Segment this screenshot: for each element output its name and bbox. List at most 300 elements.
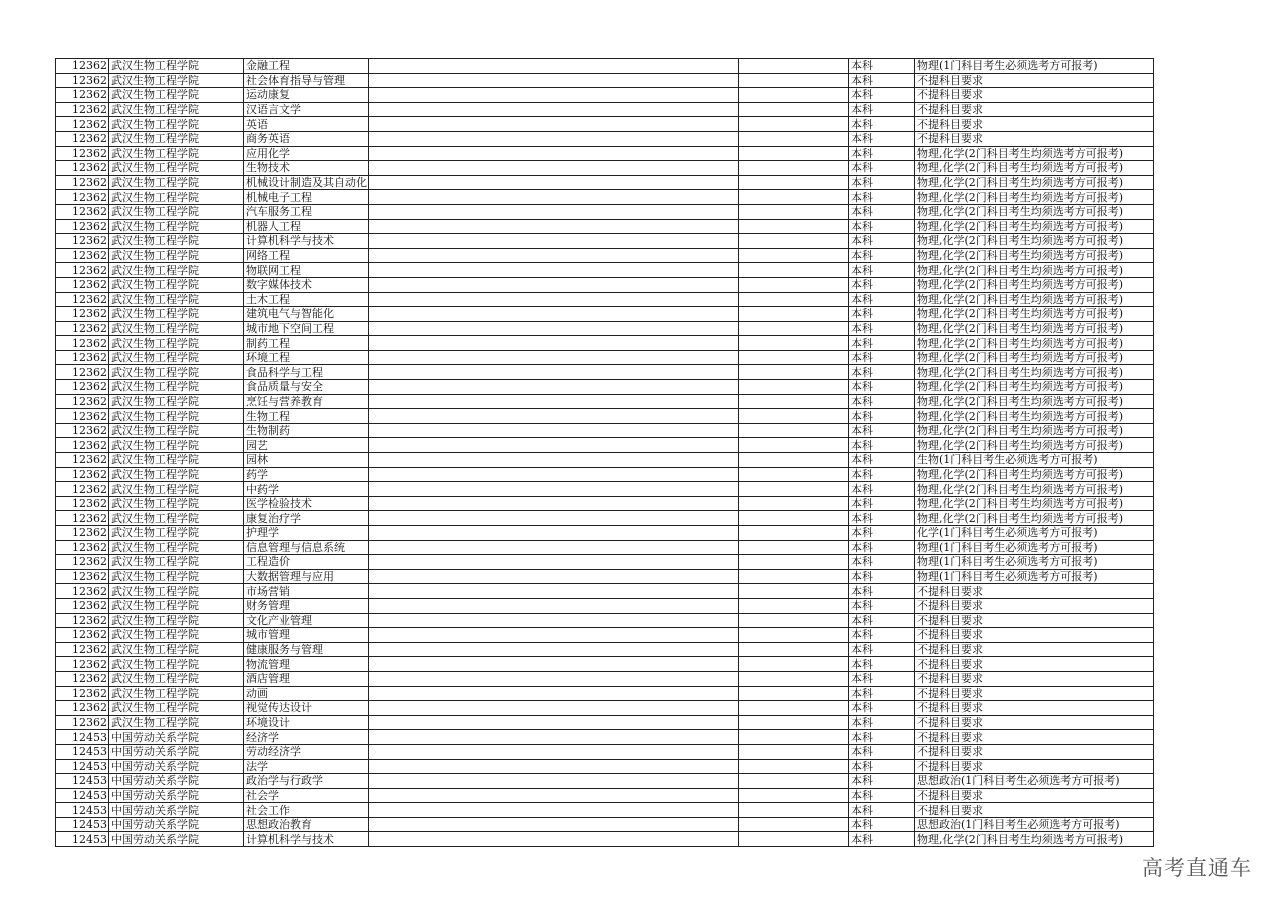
major-name-cell: 食品科学与工程 xyxy=(244,365,369,380)
requirement-cell: 不提科目要求 xyxy=(915,613,1154,628)
major-name-cell: 生物技术 xyxy=(244,161,369,176)
level-cell: 本科 xyxy=(849,642,915,657)
blank-cell-2 xyxy=(739,350,849,365)
school-name-cell: 武汉生物工程学院 xyxy=(109,117,244,132)
school-name-cell: 武汉生物工程学院 xyxy=(109,394,244,409)
level-cell: 本科 xyxy=(849,657,915,672)
level-cell: 本科 xyxy=(849,59,915,74)
school-code-cell: 12362 xyxy=(56,234,109,249)
blank-cell-2 xyxy=(739,598,849,613)
major-name-cell: 机械设计制造及其自动化 xyxy=(244,175,369,190)
blank-cell xyxy=(369,628,739,643)
level-cell: 本科 xyxy=(849,467,915,482)
table-row xyxy=(56,394,1154,409)
table-row xyxy=(56,102,1154,117)
school-name-cell: 武汉生物工程学院 xyxy=(109,175,244,190)
requirement-cell: 不提科目要求 xyxy=(915,715,1154,730)
level-cell: 本科 xyxy=(849,321,915,336)
table-row xyxy=(56,190,1154,205)
school-name-cell: 武汉生物工程学院 xyxy=(109,540,244,555)
blank-cell xyxy=(369,175,739,190)
blank-cell-2 xyxy=(739,613,849,628)
major-name-cell: 园艺 xyxy=(244,438,369,453)
level-cell: 本科 xyxy=(849,715,915,730)
requirement-cell: 物理,化学(2门科目考生均须选考方可报考) xyxy=(915,832,1154,847)
level-cell: 本科 xyxy=(849,569,915,584)
school-name-cell: 中国劳动关系学院 xyxy=(109,788,244,803)
requirement-cell: 不提科目要求 xyxy=(915,730,1154,745)
blank-cell-2 xyxy=(739,569,849,584)
blank-cell-2 xyxy=(739,467,849,482)
major-name-cell: 烹饪与营养教育 xyxy=(244,394,369,409)
school-code-cell: 12453 xyxy=(56,774,109,789)
level-cell: 本科 xyxy=(849,555,915,570)
major-name-cell: 劳动经济学 xyxy=(244,744,369,759)
level-cell: 本科 xyxy=(849,744,915,759)
level-cell: 本科 xyxy=(849,350,915,365)
school-code-cell: 12362 xyxy=(56,715,109,730)
blank-cell xyxy=(369,832,739,847)
school-code-cell: 12453 xyxy=(56,744,109,759)
major-name-cell: 酒店管理 xyxy=(244,671,369,686)
requirement-cell: 不提科目要求 xyxy=(915,88,1154,103)
school-name-cell: 武汉生物工程学院 xyxy=(109,161,244,176)
school-name-cell: 中国劳动关系学院 xyxy=(109,803,244,818)
school-name-cell: 中国劳动关系学院 xyxy=(109,774,244,789)
school-code-cell: 12362 xyxy=(56,307,109,322)
table-row xyxy=(56,423,1154,438)
school-name-cell: 武汉生物工程学院 xyxy=(109,350,244,365)
table-row xyxy=(56,701,1154,716)
level-cell: 本科 xyxy=(849,409,915,424)
major-name-cell: 文化产业管理 xyxy=(244,613,369,628)
school-code-cell: 12362 xyxy=(56,59,109,74)
school-name-cell: 中国劳动关系学院 xyxy=(109,744,244,759)
blank-cell xyxy=(369,584,739,599)
blank-cell-2 xyxy=(739,642,849,657)
requirement-cell: 物理,化学(2门科目考生均须选考方可报考) xyxy=(915,336,1154,351)
table-row xyxy=(56,336,1154,351)
level-cell: 本科 xyxy=(849,511,915,526)
major-name-cell: 运动康复 xyxy=(244,88,369,103)
school-name-cell: 武汉生物工程学院 xyxy=(109,292,244,307)
requirement-cell: 物理,化学(2门科目考生均须选考方可报考) xyxy=(915,467,1154,482)
blank-cell-2 xyxy=(739,175,849,190)
requirement-cell: 不提科目要求 xyxy=(915,744,1154,759)
table-row xyxy=(56,248,1154,263)
table-row xyxy=(56,409,1154,424)
blank-cell-2 xyxy=(739,102,849,117)
school-name-cell: 武汉生物工程学院 xyxy=(109,321,244,336)
level-cell: 本科 xyxy=(849,759,915,774)
level-cell: 本科 xyxy=(849,365,915,380)
table-row xyxy=(56,686,1154,701)
level-cell: 本科 xyxy=(849,380,915,395)
table-row xyxy=(56,511,1154,526)
major-name-cell: 环境设计 xyxy=(244,715,369,730)
major-name-cell: 商务英语 xyxy=(244,131,369,146)
major-name-cell: 社会学 xyxy=(244,788,369,803)
school-code-cell: 12362 xyxy=(56,584,109,599)
table-body xyxy=(56,59,1154,847)
school-code-cell: 12362 xyxy=(56,496,109,511)
requirement-cell: 物理,化学(2门科目考生均须选考方可报考) xyxy=(915,511,1154,526)
blank-cell xyxy=(369,803,739,818)
blank-cell-2 xyxy=(739,555,849,570)
school-name-cell: 武汉生物工程学院 xyxy=(109,686,244,701)
major-name-cell: 英语 xyxy=(244,117,369,132)
level-cell: 本科 xyxy=(849,817,915,832)
table-row xyxy=(56,759,1154,774)
table-row xyxy=(56,788,1154,803)
blank-cell xyxy=(369,715,739,730)
table-row xyxy=(56,307,1154,322)
major-name-cell: 土木工程 xyxy=(244,292,369,307)
level-cell: 本科 xyxy=(849,496,915,511)
school-name-cell: 武汉生物工程学院 xyxy=(109,190,244,205)
blank-cell xyxy=(369,161,739,176)
school-name-cell: 武汉生物工程学院 xyxy=(109,715,244,730)
blank-cell-2 xyxy=(739,204,849,219)
school-name-cell: 武汉生物工程学院 xyxy=(109,453,244,468)
blank-cell xyxy=(369,759,739,774)
level-cell: 本科 xyxy=(849,263,915,278)
major-name-cell: 康复治疗学 xyxy=(244,511,369,526)
table-row xyxy=(56,73,1154,88)
school-code-cell: 12453 xyxy=(56,817,109,832)
level-cell: 本科 xyxy=(849,277,915,292)
blank-cell xyxy=(369,336,739,351)
blank-cell-2 xyxy=(739,423,849,438)
blank-cell xyxy=(369,817,739,832)
blank-cell-2 xyxy=(739,540,849,555)
requirement-cell: 物理,化学(2门科目考生均须选考方可报考) xyxy=(915,394,1154,409)
blank-cell xyxy=(369,88,739,103)
major-name-cell: 金融工程 xyxy=(244,59,369,74)
blank-cell-2 xyxy=(739,161,849,176)
major-name-cell: 物流管理 xyxy=(244,657,369,672)
requirement-cell: 不提科目要求 xyxy=(915,102,1154,117)
level-cell: 本科 xyxy=(849,102,915,117)
requirement-cell: 物理,化学(2门科目考生均须选考方可报考) xyxy=(915,438,1154,453)
school-code-cell: 12362 xyxy=(56,204,109,219)
level-cell: 本科 xyxy=(849,832,915,847)
blank-cell-2 xyxy=(739,380,849,395)
major-name-cell: 生物工程 xyxy=(244,409,369,424)
school-name-cell: 武汉生物工程学院 xyxy=(109,555,244,570)
major-name-cell: 园林 xyxy=(244,453,369,468)
table-row xyxy=(56,117,1154,132)
table-row xyxy=(56,350,1154,365)
school-name-cell: 武汉生物工程学院 xyxy=(109,423,244,438)
requirement-cell: 不提科目要求 xyxy=(915,759,1154,774)
blank-cell-2 xyxy=(739,234,849,249)
school-code-cell: 12362 xyxy=(56,409,109,424)
school-code-cell: 12453 xyxy=(56,759,109,774)
school-name-cell: 武汉生物工程学院 xyxy=(109,482,244,497)
blank-cell xyxy=(369,453,739,468)
table-row xyxy=(56,598,1154,613)
requirement-cell: 物理,化学(2门科目考生均须选考方可报考) xyxy=(915,219,1154,234)
blank-cell xyxy=(369,526,739,541)
school-name-cell: 武汉生物工程学院 xyxy=(109,701,244,716)
major-name-cell: 信息管理与信息系统 xyxy=(244,540,369,555)
school-code-cell: 12453 xyxy=(56,730,109,745)
school-code-cell: 12362 xyxy=(56,628,109,643)
blank-cell xyxy=(369,102,739,117)
blank-cell xyxy=(369,263,739,278)
school-code-cell: 12362 xyxy=(56,365,109,380)
blank-cell xyxy=(369,204,739,219)
requirement-cell: 物理,化学(2门科目考生均须选考方可报考) xyxy=(915,263,1154,278)
blank-cell xyxy=(369,744,739,759)
blank-cell-2 xyxy=(739,438,849,453)
blank-cell-2 xyxy=(739,759,849,774)
requirement-cell: 物理,化学(2门科目考生均须选考方可报考) xyxy=(915,234,1154,249)
blank-cell-2 xyxy=(739,277,849,292)
blank-cell xyxy=(369,569,739,584)
blank-cell-2 xyxy=(739,774,849,789)
requirement-cell: 物理(1门科目考生必须选考方可报考) xyxy=(915,555,1154,570)
table-row xyxy=(56,817,1154,832)
school-name-cell: 武汉生物工程学院 xyxy=(109,467,244,482)
requirement-cell: 物理,化学(2门科目考生均须选考方可报考) xyxy=(915,307,1154,322)
major-name-cell: 医学检验技术 xyxy=(244,496,369,511)
school-code-cell: 12362 xyxy=(56,598,109,613)
blank-cell-2 xyxy=(739,511,849,526)
school-name-cell: 武汉生物工程学院 xyxy=(109,628,244,643)
school-code-cell: 12362 xyxy=(56,569,109,584)
requirement-cell: 物理,化学(2门科目考生均须选考方可报考) xyxy=(915,161,1154,176)
blank-cell-2 xyxy=(739,715,849,730)
table-row xyxy=(56,730,1154,745)
major-name-cell: 法学 xyxy=(244,759,369,774)
major-name-cell: 制药工程 xyxy=(244,336,369,351)
table-row xyxy=(56,569,1154,584)
school-code-cell: 12362 xyxy=(56,321,109,336)
blank-cell-2 xyxy=(739,88,849,103)
blank-cell-2 xyxy=(739,657,849,672)
blank-cell-2 xyxy=(739,803,849,818)
blank-cell xyxy=(369,701,739,716)
blank-cell-2 xyxy=(739,628,849,643)
table-row xyxy=(56,496,1154,511)
table-row xyxy=(56,657,1154,672)
blank-cell-2 xyxy=(739,117,849,132)
blank-cell-2 xyxy=(739,190,849,205)
school-name-cell: 武汉生物工程学院 xyxy=(109,613,244,628)
school-name-cell: 武汉生物工程学院 xyxy=(109,102,244,117)
level-cell: 本科 xyxy=(849,234,915,249)
blank-cell xyxy=(369,730,739,745)
blank-cell xyxy=(369,423,739,438)
blank-cell xyxy=(369,277,739,292)
school-name-cell: 武汉生物工程学院 xyxy=(109,671,244,686)
major-name-cell: 动画 xyxy=(244,686,369,701)
major-name-cell: 城市地下空间工程 xyxy=(244,321,369,336)
major-name-cell: 中药学 xyxy=(244,482,369,497)
table-row xyxy=(56,292,1154,307)
table-row xyxy=(56,263,1154,278)
blank-cell-2 xyxy=(739,701,849,716)
requirement-cell: 不提科目要求 xyxy=(915,73,1154,88)
blank-cell-2 xyxy=(739,409,849,424)
school-name-cell: 武汉生物工程学院 xyxy=(109,657,244,672)
school-name-cell: 中国劳动关系学院 xyxy=(109,730,244,745)
level-cell: 本科 xyxy=(849,628,915,643)
level-cell: 本科 xyxy=(849,540,915,555)
level-cell: 本科 xyxy=(849,117,915,132)
blank-cell-2 xyxy=(739,321,849,336)
table-row xyxy=(56,161,1154,176)
blank-cell-2 xyxy=(739,526,849,541)
school-name-cell: 武汉生物工程学院 xyxy=(109,642,244,657)
major-name-cell: 视觉传达设计 xyxy=(244,701,369,716)
school-name-cell: 武汉生物工程学院 xyxy=(109,409,244,424)
school-code-cell: 12362 xyxy=(56,642,109,657)
school-code-cell: 12362 xyxy=(56,511,109,526)
school-name-cell: 武汉生物工程学院 xyxy=(109,248,244,263)
blank-cell xyxy=(369,307,739,322)
blank-cell-2 xyxy=(739,365,849,380)
school-name-cell: 武汉生物工程学院 xyxy=(109,146,244,161)
school-name-cell: 武汉生物工程学院 xyxy=(109,263,244,278)
requirement-cell: 思想政治(1门科目考生必须选考方可报考) xyxy=(915,817,1154,832)
blank-cell xyxy=(369,774,739,789)
requirement-cell: 不提科目要求 xyxy=(915,803,1154,818)
level-cell: 本科 xyxy=(849,526,915,541)
requirement-cell: 物理,化学(2门科目考生均须选考方可报考) xyxy=(915,423,1154,438)
requirement-cell: 物理,化学(2门科目考生均须选考方可报考) xyxy=(915,496,1154,511)
table-row xyxy=(56,234,1154,249)
requirement-cell: 物理,化学(2门科目考生均须选考方可报考) xyxy=(915,365,1154,380)
blank-cell xyxy=(369,219,739,234)
school-name-cell: 武汉生物工程学院 xyxy=(109,380,244,395)
blank-cell xyxy=(369,642,739,657)
blank-cell xyxy=(369,350,739,365)
requirement-cell: 物理(1门科目考生必须选考方可报考) xyxy=(915,540,1154,555)
school-name-cell: 中国劳动关系学院 xyxy=(109,832,244,847)
level-cell: 本科 xyxy=(849,161,915,176)
level-cell: 本科 xyxy=(849,686,915,701)
school-code-cell: 12362 xyxy=(56,555,109,570)
requirement-cell: 生物(1门科目考生必须选考方可报考) xyxy=(915,453,1154,468)
blank-cell xyxy=(369,482,739,497)
major-name-cell: 城市管理 xyxy=(244,628,369,643)
blank-cell xyxy=(369,380,739,395)
table-row xyxy=(56,131,1154,146)
school-name-cell: 武汉生物工程学院 xyxy=(109,204,244,219)
table-row xyxy=(56,88,1154,103)
blank-cell xyxy=(369,671,739,686)
level-cell: 本科 xyxy=(849,131,915,146)
table-row xyxy=(56,774,1154,789)
school-code-cell: 12453 xyxy=(56,788,109,803)
table-row xyxy=(56,277,1154,292)
school-name-cell: 武汉生物工程学院 xyxy=(109,336,244,351)
level-cell: 本科 xyxy=(849,671,915,686)
level-cell: 本科 xyxy=(849,190,915,205)
school-name-cell: 武汉生物工程学院 xyxy=(109,88,244,103)
level-cell: 本科 xyxy=(849,803,915,818)
school-name-cell: 中国劳动关系学院 xyxy=(109,817,244,832)
school-name-cell: 武汉生物工程学院 xyxy=(109,438,244,453)
blank-cell-2 xyxy=(739,248,849,263)
school-code-cell: 12362 xyxy=(56,701,109,716)
blank-cell-2 xyxy=(739,307,849,322)
blank-cell xyxy=(369,292,739,307)
blank-cell xyxy=(369,190,739,205)
school-code-cell: 12362 xyxy=(56,526,109,541)
table-row xyxy=(56,380,1154,395)
school-name-cell: 武汉生物工程学院 xyxy=(109,496,244,511)
school-name-cell: 武汉生物工程学院 xyxy=(109,234,244,249)
school-code-cell: 12362 xyxy=(56,686,109,701)
major-name-cell: 数字媒体技术 xyxy=(244,277,369,292)
requirement-cell: 不提科目要求 xyxy=(915,701,1154,716)
blank-cell-2 xyxy=(739,832,849,847)
school-code-cell: 12362 xyxy=(56,161,109,176)
blank-cell-2 xyxy=(739,584,849,599)
blank-cell-2 xyxy=(739,453,849,468)
requirement-cell: 物理,化学(2门科目考生均须选考方可报考) xyxy=(915,277,1154,292)
major-name-cell: 药学 xyxy=(244,467,369,482)
school-code-cell: 12453 xyxy=(56,803,109,818)
blank-cell xyxy=(369,234,739,249)
level-cell: 本科 xyxy=(849,613,915,628)
level-cell: 本科 xyxy=(849,438,915,453)
level-cell: 本科 xyxy=(849,482,915,497)
requirement-cell: 不提科目要求 xyxy=(915,131,1154,146)
major-name-cell: 网络工程 xyxy=(244,248,369,263)
major-name-cell: 建筑电气与智能化 xyxy=(244,307,369,322)
requirement-cell: 不提科目要求 xyxy=(915,671,1154,686)
level-cell: 本科 xyxy=(849,175,915,190)
school-name-cell: 武汉生物工程学院 xyxy=(109,73,244,88)
blank-cell xyxy=(369,657,739,672)
level-cell: 本科 xyxy=(849,584,915,599)
school-code-cell: 12453 xyxy=(56,832,109,847)
blank-cell-2 xyxy=(739,394,849,409)
table-row xyxy=(56,671,1154,686)
school-code-cell: 12362 xyxy=(56,277,109,292)
major-name-cell: 汉语言文学 xyxy=(244,102,369,117)
requirement-cell: 物理,化学(2门科目考生均须选考方可报考) xyxy=(915,175,1154,190)
major-name-cell: 思想政治教育 xyxy=(244,817,369,832)
table-row xyxy=(56,540,1154,555)
table-row xyxy=(56,175,1154,190)
table-row xyxy=(56,453,1154,468)
requirement-cell: 物理,化学(2门科目考生均须选考方可报考) xyxy=(915,350,1154,365)
school-name-cell: 武汉生物工程学院 xyxy=(109,598,244,613)
major-name-cell: 市场营销 xyxy=(244,584,369,599)
school-name-cell: 武汉生物工程学院 xyxy=(109,526,244,541)
level-cell: 本科 xyxy=(849,292,915,307)
school-name-cell: 武汉生物工程学院 xyxy=(109,584,244,599)
school-name-cell: 武汉生物工程学院 xyxy=(109,569,244,584)
major-name-cell: 机器人工程 xyxy=(244,219,369,234)
subject-requirements-table xyxy=(55,58,1154,847)
requirement-cell: 不提科目要求 xyxy=(915,642,1154,657)
level-cell: 本科 xyxy=(849,598,915,613)
school-code-cell: 12362 xyxy=(56,219,109,234)
watermark-text: 高考直通车 xyxy=(1142,856,1252,880)
school-code-cell: 12362 xyxy=(56,438,109,453)
blank-cell xyxy=(369,73,739,88)
requirement-cell: 不提科目要求 xyxy=(915,584,1154,599)
major-name-cell: 经济学 xyxy=(244,730,369,745)
major-name-cell: 计算机科学与技术 xyxy=(244,832,369,847)
